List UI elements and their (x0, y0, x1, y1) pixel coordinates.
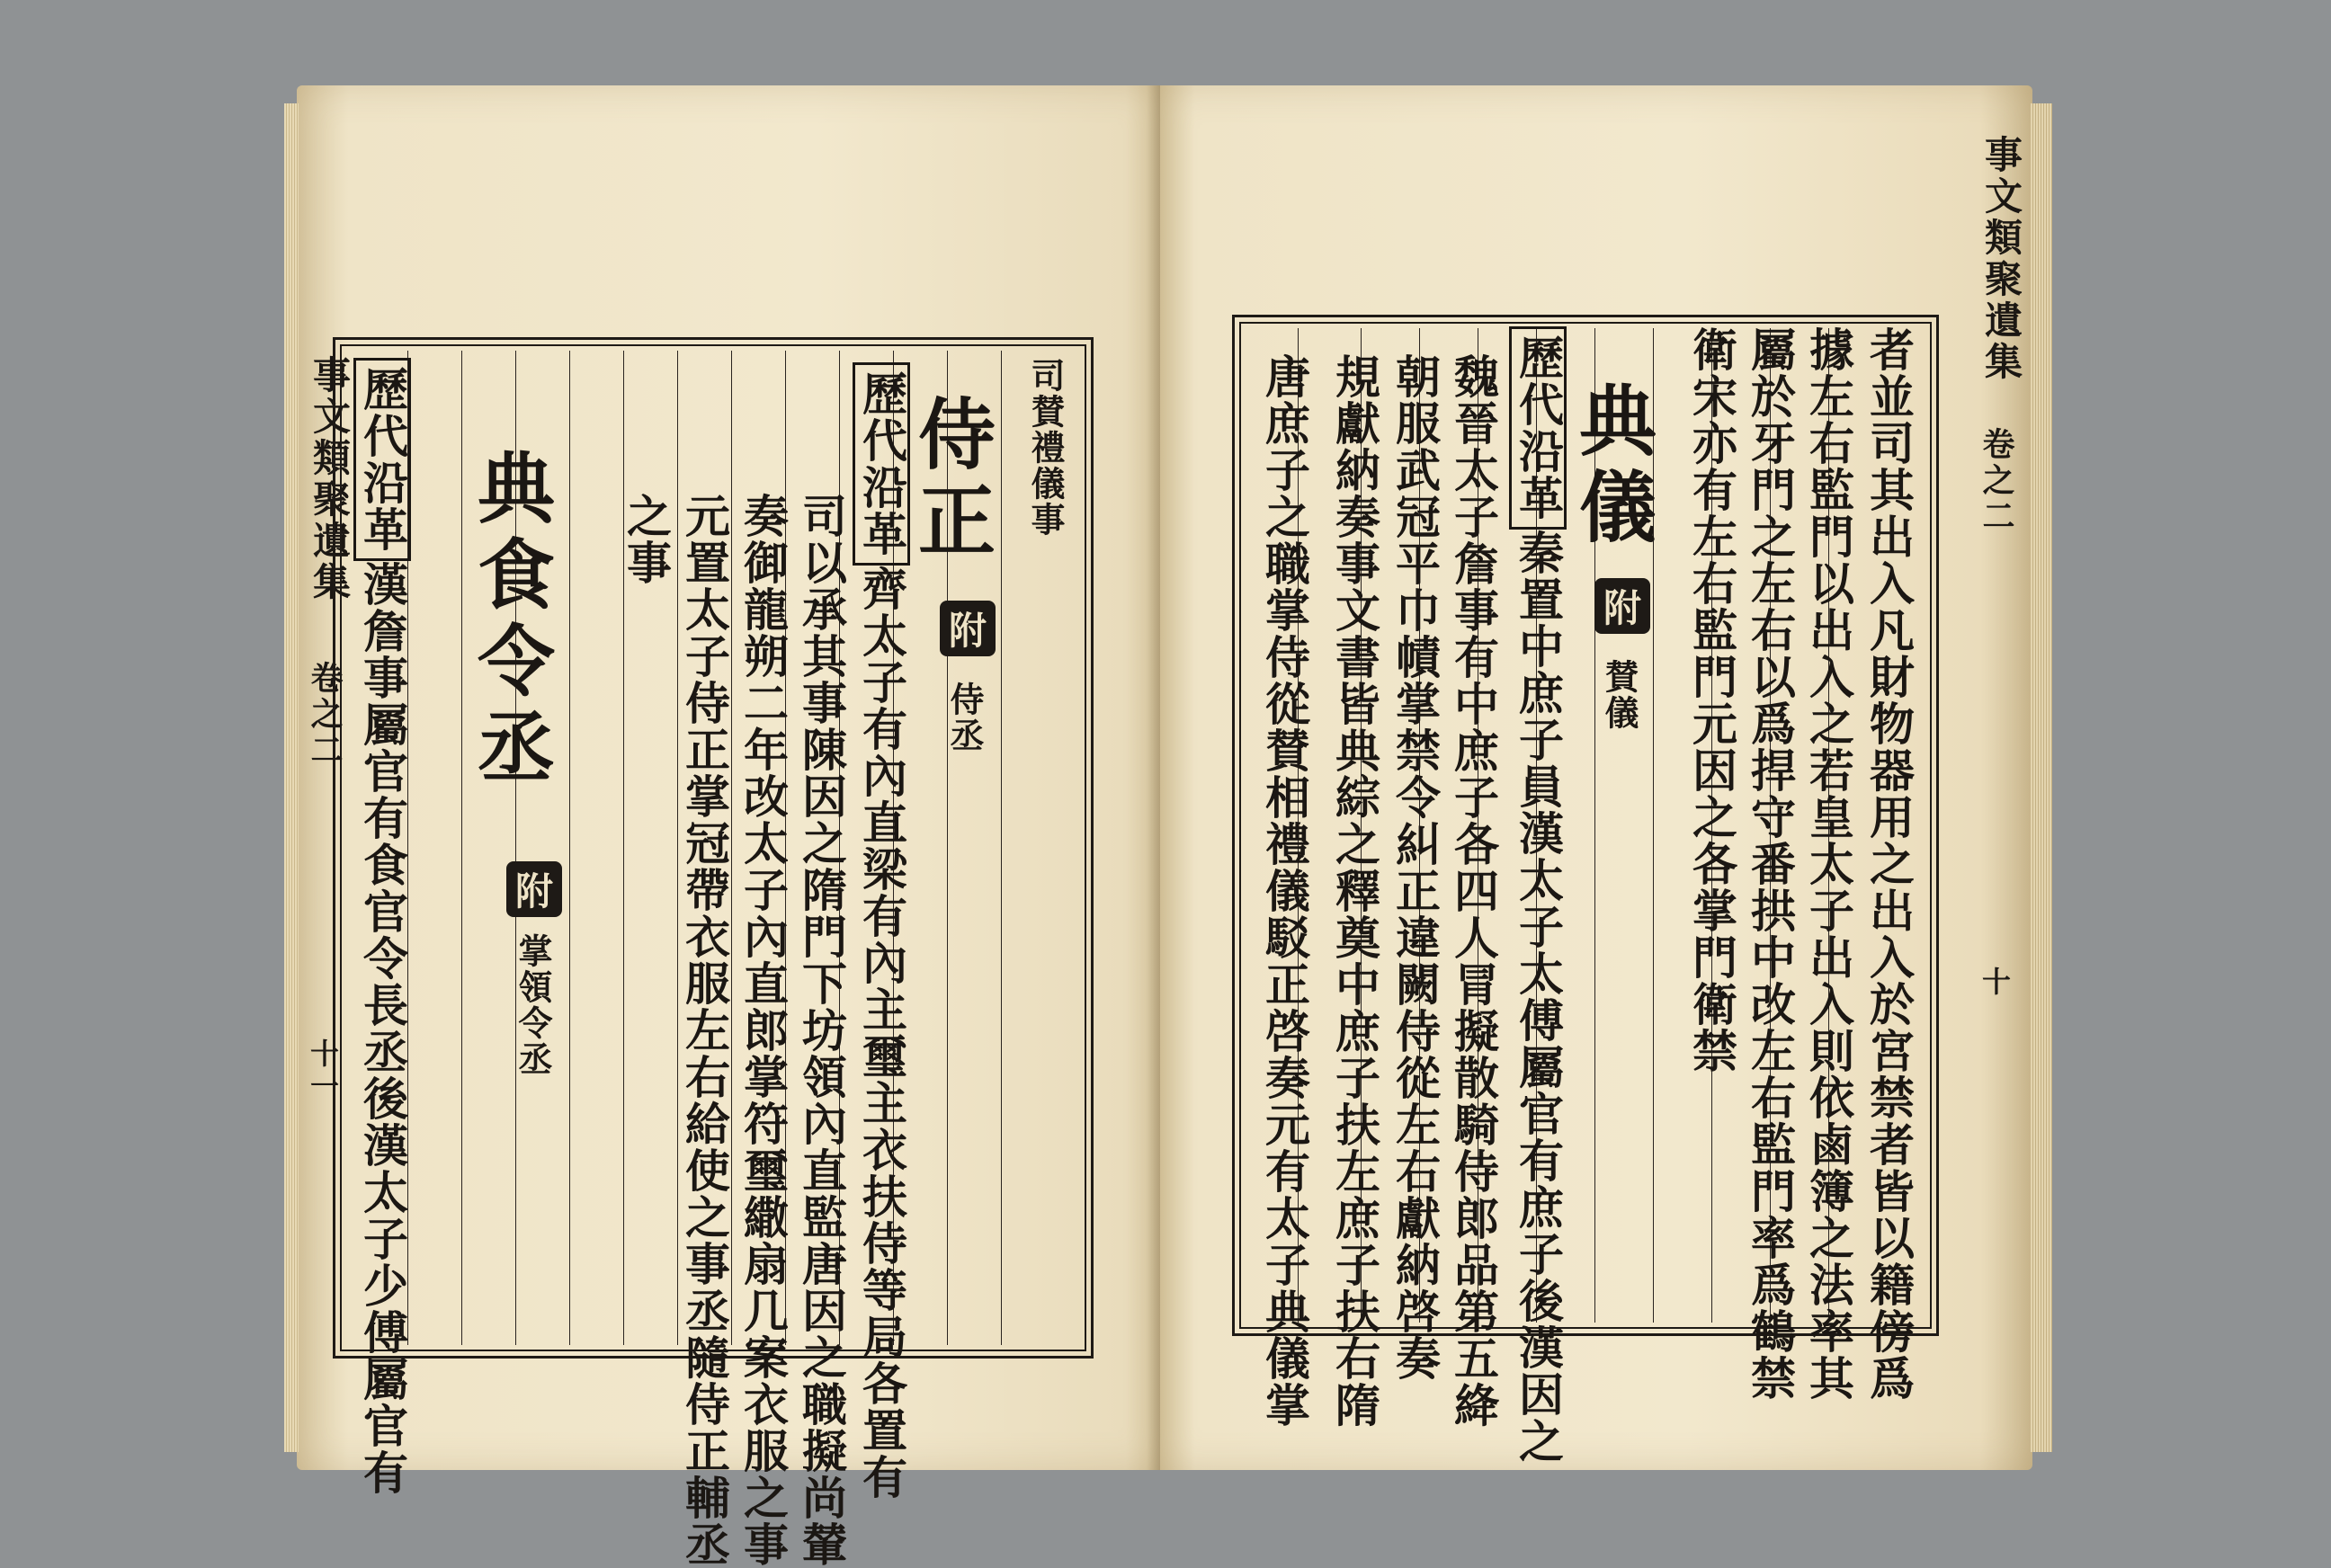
right-page (1160, 85, 2032, 1470)
title-tenshoku: 典食令丞 (464, 448, 555, 793)
right-page-edges (2031, 103, 2052, 1452)
right-body-line-6: 魏晉太子詹事有中庶子各四人冐擬散騎侍郎品第五絳 (1447, 353, 1500, 1429)
section-marker-history-1: 歷代沿革 (853, 362, 910, 566)
left-page-edges (284, 103, 299, 1452)
right-body-line-7: 朝服武冠平巾幘掌禁令糾正違闕侍從左右獻納啓奏 (1389, 353, 1442, 1382)
attach-marker-right: 附 (1594, 578, 1650, 634)
right-body-line-1: 者並司其出入凡財物器用之出入於宮禁者皆以籍傍爲 (1862, 326, 1916, 1402)
right-volume-label: 卷之二 (1978, 427, 2015, 535)
left-volume-label: 卷之二 (306, 661, 344, 769)
right-margin-label: 事文類聚遺集 (1979, 135, 2023, 383)
right-folio-number: 十 (1978, 967, 2012, 999)
left-folio-number: 十一 (306, 1038, 340, 1103)
section-marker-history-right: 歷代沿革 (1509, 326, 1567, 530)
right-body-line-2: 據左右監門以出入之若皇太子出入則依鹵簿之法率其 (1802, 326, 1855, 1402)
left-text-frame (333, 337, 1094, 1568)
right-body-line-4: 衛宋亦有左右監門元因之各掌門衛禁 (1685, 326, 1738, 1074)
left-margin-label: 事文類聚遺集 (308, 355, 352, 603)
left-body-line-5: 司以承其事陳因之隋門下坊領內直監唐因之職擬尚輦 (795, 493, 848, 1568)
right-body-line-8: 規獻納奏事文書皆典綜之釋奠中庶子扶左庶子扶右隋 (1328, 353, 1381, 1429)
left-page (297, 85, 1160, 1568)
right-body-line-5: 歷代沿革秦置中庶子員漢太子太傅屬官有庶子後漢因之 (1509, 326, 1567, 1465)
left-body-line-2: 之事 (620, 493, 673, 586)
right-body-line-9: 唐庶子之職掌侍從賛相禮儀駁正啓奏元有太子典儀掌 (1258, 353, 1311, 1429)
subtitle-shoryo: 掌領令丞 (513, 933, 553, 1077)
left-body-line-1: 歷代沿革漢詹事屬官有食官令長丞後漢太子少傅屬官有 (353, 358, 411, 1496)
section-marker-history-2: 歷代沿革 (353, 358, 411, 561)
subtitle-sangi: 賛儀 (1599, 659, 1639, 731)
left-page-header: 司賛禮儀事 (1025, 358, 1066, 538)
subtitle-shijo: 侍丞 (944, 682, 985, 753)
left-body-line-4: 奏御龍朔二年改太子內直郎掌符璽繖扇几案衣服之事 (737, 493, 790, 1568)
right-text-frame (1232, 315, 1939, 1465)
open-book (297, 85, 2032, 1568)
attach-marker-1: 附 (940, 601, 996, 656)
title-shisei: 侍正 (905, 394, 996, 566)
left-body-line-3: 元置太子侍正掌冠帶衣服左右給使之事丞隨侍正輔丞 (678, 493, 731, 1568)
left-body-line-6: 歷代沿革齊太子有內直梁有內主璽主衣扶侍等局各置有 (853, 362, 910, 1501)
right-body-line-3: 屬於牙門之左右以爲捍守番拱中改左右監門率爲鶴禁 (1744, 326, 1797, 1402)
title-tengi: 典儀 (1566, 380, 1657, 553)
attach-marker-2: 附 (506, 861, 562, 917)
